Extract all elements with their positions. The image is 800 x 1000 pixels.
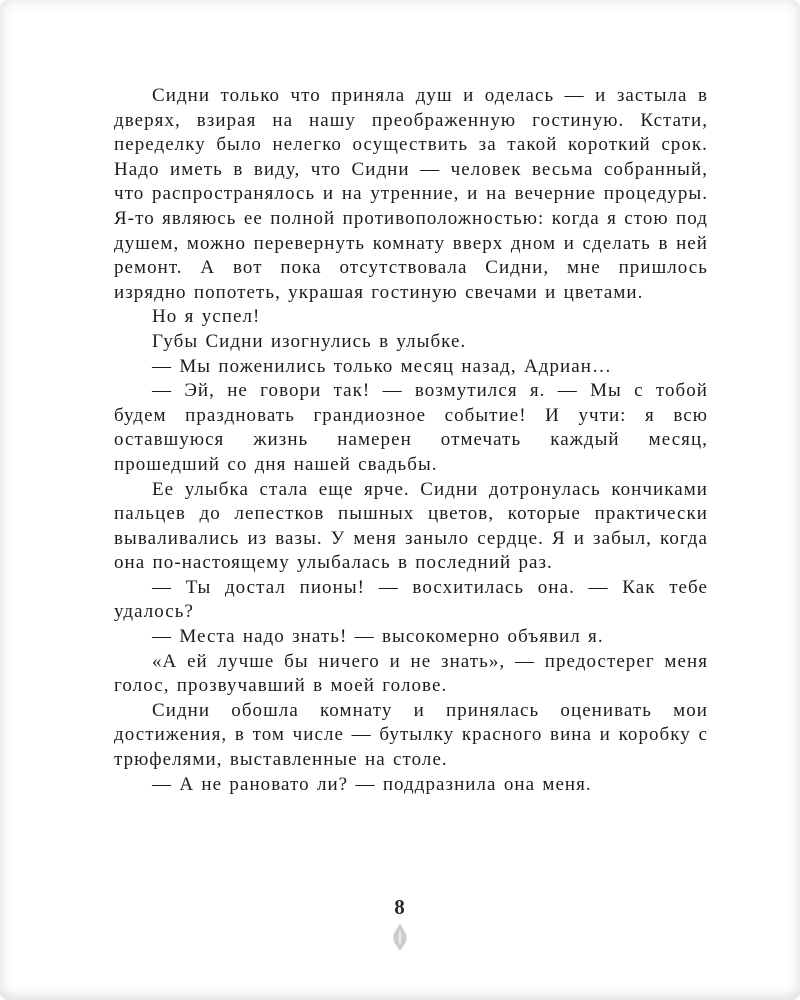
- flourish-ornament-icon: [0, 922, 800, 952]
- paragraph: — Эй, не говори так! — возмутился я. — Мы с тобой будем праздновать грандиозное событие! И учти: я всю оставшуюся жизнь намерен отмечать каждый месяц, прошедший со дня нашей свадьбы.: [114, 380, 708, 475]
- page-number: 8: [394, 895, 406, 919]
- paragraph: Сидни только что приняла душ и оделась — и застыла в дверях, взирая на нашу преображенную гостиную. Кстати, переделку было нелегко осуществить за такой короткий срок. Надо иметь в виду, что Сидни — человек весьма собранный, что распространялось и на утренние, и на вечерние процедуры. Я-то являюсь ее полной противоположностью: когда я стою под душем, можно перевернуть комнату вверх дном и сделать в ней ремонт. А вот пока отсутствовала Сидни, мне пришлось изрядно попотеть, украшая гостиную свечами и цветами.: [114, 85, 708, 303]
- paragraph: — Места надо знать! — высокомерно объявил я.: [152, 626, 604, 648]
- paragraph: «А ей лучше бы ничего и не знать», — предостерег меня голос, прозвучавший в моей голове.: [114, 650, 708, 697]
- page-text: [114, 84, 708, 797]
- page-footer: [0, 897, 800, 952]
- paragraph: — А не рановато ли? — поддразнила она меня.: [152, 773, 592, 795]
- paragraph: — Ты достал пионы! — восхитилась она. — Как тебе удалось?: [114, 576, 708, 623]
- paragraph: Губы Сидни изогнулись в улыбке.: [152, 330, 467, 352]
- paragraph: Ее улыбка стала еще ярче. Сидни дотронулась кончиками пальцев до лепестков пышных цветов, которые практически вываливались из вазы. У меня заныло сердце. Я и забыл, когда она по-настоящему улыбалась в последний раз.: [114, 478, 708, 574]
- paragraph: — Мы поженились только месяц назад, Адриан…: [152, 355, 612, 377]
- paragraph: Сидни обошла комнату и принялась оценивать мои достижения, в том числе — бутылку красного вина и коробку с трюфелями, выставленные на столе.: [114, 699, 708, 771]
- paragraph: Но я успел!: [152, 306, 261, 328]
